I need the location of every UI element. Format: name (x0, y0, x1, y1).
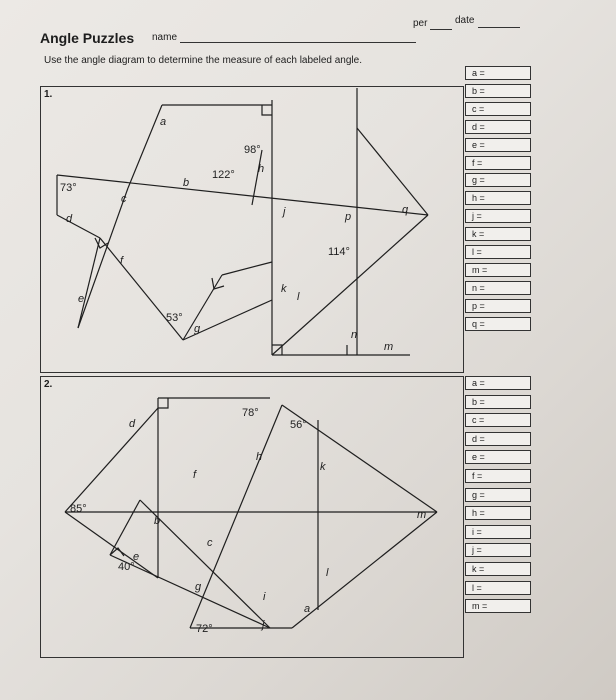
p2-label-k: k (320, 461, 326, 473)
problem1-answer-box[interactable]: f = (465, 156, 531, 170)
problem1-answer-box[interactable]: b = (465, 84, 531, 98)
name-label: name (152, 32, 178, 43)
p1-label-p: p (345, 211, 352, 223)
p2-label-j: j (262, 619, 265, 631)
p1-label-b: b (183, 177, 190, 189)
p2-label-l: l (326, 567, 329, 579)
problem2-answer-box[interactable]: c = (465, 413, 531, 427)
p1-line-long (272, 215, 428, 355)
p2-label-c: c (207, 537, 213, 549)
problem2-answer-box[interactable]: a = (465, 376, 531, 390)
p2-given-40: 40° (118, 561, 135, 573)
p2-label-g: g (195, 581, 202, 593)
p1-line-main (57, 175, 428, 215)
p1-right-angle-3 (212, 278, 224, 289)
problem1-answer-box[interactable]: m = (465, 263, 531, 277)
instructions: Use the angle diagram to determine the measure of each labeled angle. (44, 55, 362, 66)
problem1-answer-box[interactable]: d = (465, 120, 531, 134)
p1-line-d2 (78, 238, 100, 328)
problem2-answer-box[interactable]: i = (465, 525, 531, 539)
p2-label-m: m (417, 509, 427, 521)
problem1-answer-box[interactable]: g = (465, 173, 531, 187)
p2-right-angle-1 (158, 398, 168, 408)
problem1-answer-box[interactable]: n = (465, 281, 531, 295)
problem1-answer-box[interactable]: p = (465, 299, 531, 313)
problem2-answer-box[interactable]: e = (465, 450, 531, 464)
p1-given-98: 98° (244, 144, 261, 156)
p1-line-53 (222, 262, 272, 275)
p2-given-85: 85° (70, 503, 87, 515)
problem2-answer-box[interactable]: d = (465, 432, 531, 446)
problem2-answer-box[interactable]: m = (465, 599, 531, 613)
p2-line-d (65, 408, 158, 512)
p2-given-56: 56° (290, 419, 307, 431)
period-label: per (413, 18, 428, 29)
problem2-answer-box[interactable]: l = (465, 581, 531, 595)
p1-d-line (57, 215, 100, 238)
p1-label-m: m (384, 341, 394, 353)
problem2-answer-box[interactable]: h = (465, 506, 531, 520)
date-label: date (455, 15, 475, 26)
p2-given-78: 78° (242, 407, 259, 419)
p1-right-angle-1 (262, 105, 272, 115)
p1-line-q (357, 128, 428, 215)
problem1-answer-box[interactable]: a = (465, 66, 531, 80)
p1-label-n: n (351, 329, 358, 341)
p1-line-g (183, 275, 222, 340)
p1-label-f: f (120, 255, 124, 267)
p2-label-d: d (129, 418, 136, 430)
p2-line-l (292, 512, 437, 628)
problem2-answer-box[interactable]: g = (465, 488, 531, 502)
p2-label-a: a (304, 603, 311, 615)
p1-label-j: j (283, 206, 286, 218)
p1-given-53: 53° (166, 312, 183, 324)
worksheet-title: Angle Puzzles (40, 30, 135, 46)
p1-label-g: g (194, 323, 201, 335)
p2-label-h: h (256, 451, 263, 463)
p2-line-85 (65, 512, 161, 578)
p1-label-e: e (78, 293, 85, 305)
problem-2-number: 2. (44, 379, 53, 390)
problem2-answer-box[interactable]: k = (465, 562, 531, 576)
p2-label-f: f (193, 469, 197, 481)
problem2-answer-box[interactable]: b = (465, 395, 531, 409)
problem1-answer-box[interactable]: c = (465, 102, 531, 116)
p2-label-e: e (133, 551, 140, 563)
problem1-answer-box[interactable]: l = (465, 245, 531, 259)
p1-given-122: 122° (212, 169, 235, 181)
p1-label-q: q (402, 204, 409, 216)
p2-label-i: i (263, 591, 266, 603)
p1-label-l: l (297, 291, 300, 303)
p1-line-f (100, 238, 183, 340)
p2-given-72: 72° (196, 623, 213, 635)
problem1-answer-box[interactable]: h = (465, 191, 531, 205)
p1-label-c: c (121, 193, 127, 205)
p1-given-114: 114° (328, 246, 350, 258)
p1-line-a (128, 105, 162, 188)
p1-given-73: 73° (60, 182, 77, 194)
problem1-answer-box[interactable]: q = (465, 317, 531, 331)
p1-label-d: d (66, 213, 73, 225)
problem2-answer-box[interactable]: j = (465, 543, 531, 557)
p2-label-b: b (154, 515, 161, 527)
problem1-answer-box[interactable]: j = (465, 209, 531, 223)
p1-label-k: k (281, 283, 287, 295)
p1-label-h: h (258, 163, 265, 175)
p1-label-a: a (160, 116, 167, 128)
problem1-answer-box[interactable]: e = (465, 138, 531, 152)
problem1-answer-box[interactable]: k = (465, 227, 531, 241)
problem2-answer-box[interactable]: f = (465, 469, 531, 483)
problem-1-number: 1. (44, 89, 53, 100)
